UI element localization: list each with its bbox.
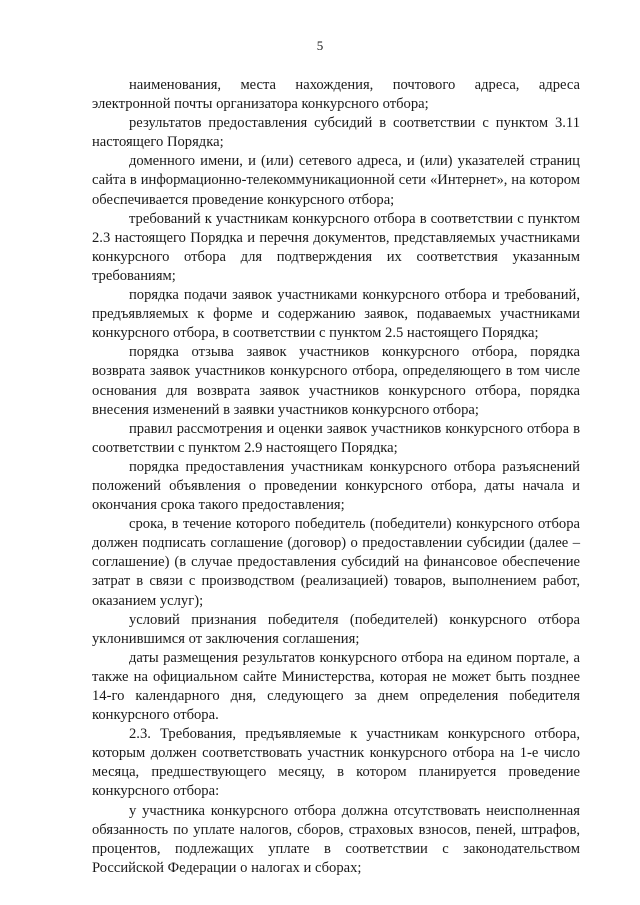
paragraph: правил рассмотрения и оценки заявок участников конкурсного отбора в соответствии с пунктом 2.9 настоящего Порядка; — [92, 420, 580, 456]
paragraph: 2.3. Требования, предъявляемые к участникам конкурсного отбора, которым должен соответствовать участник конкурсного отбора на 1-е число месяца, предшествующего месяцу, в котором планируется проведение конкурсного отбора: — [92, 726, 580, 800]
paragraph: условий признания победителя (победителей) конкурсного отбора уклонившимся от заключения соглашения; — [92, 611, 580, 647]
paragraph: порядка предоставления участникам конкурсного отбора разъяснений положений объявления о проведении конкурсного отбора, даты начала и окончания срока такого предоставления; — [92, 458, 580, 514]
paragraph: наименования, места нахождения, почтового адреса, адреса электронной почты организатора конкурсного отбора; — [92, 77, 580, 113]
paragraph: у участника конкурсного отбора должна отсутствовать неисполненная обязанность по уплате налогов, сборов, страховых взносов, пеней, штрафов, процентов, подлежащих уплате в соответствии с законодательством Российской Федерации о налогах и сборах; — [92, 802, 580, 876]
paragraph: даты размещения результатов конкурсного отбора на едином портале, а также на официальном сайте Министерства, которая не может быть позднее 14-го календарного дня, следующего за днем определения победителя конкурсного отбора. — [92, 649, 580, 724]
paragraph: срока, в течение которого победитель (победители) конкурсного отбора должен подписать соглашение (договор) о предоставлении субсидии (далее – соглашение) (в случае предоставления субсидий на финансовое обеспечение затрат в связи с производством (реализацией) товаров, выполнением работ, оказанием услуг); — [92, 516, 580, 609]
page-number: 5 — [316, 38, 324, 53]
paragraph: требований к участникам конкурсного отбора в соответствии с пунктом 2.3 настоящего Порядка и перечня документов, представляемых участниками конкурсного отбора для подтверждения их соответствия указанным требованиям; — [92, 210, 580, 284]
paragraph: порядка отзыва заявок участников конкурсного отбора, порядка возврата заявок участников конкурсного отбора, определяющего в том числе основания для возврата заявок участников конкурсного отбора, порядка внесения изменений в заявки участников конкурсного отбора; — [92, 344, 580, 418]
paragraph: доменного имени, и (или) сетевого адреса, и (или) указателей страниц сайта в информационно-телекоммуникационной сети «Интернет», на котором обеспечивается проведение конкурсного отбора; — [92, 153, 580, 208]
paragraph: результатов предоставления субсидий в соответствии с пунктом 3.11 настоящего Порядка; — [92, 115, 580, 151]
document-body — [92, 76, 580, 878]
paragraph: порядка подачи заявок участниками конкурсного отбора и требований, предъявляемых к форме и содержанию заявок, подаваемых участниками конкурсного отбора, в соответствии с пунктом 2.5 настоящего Порядка; — [92, 287, 580, 342]
